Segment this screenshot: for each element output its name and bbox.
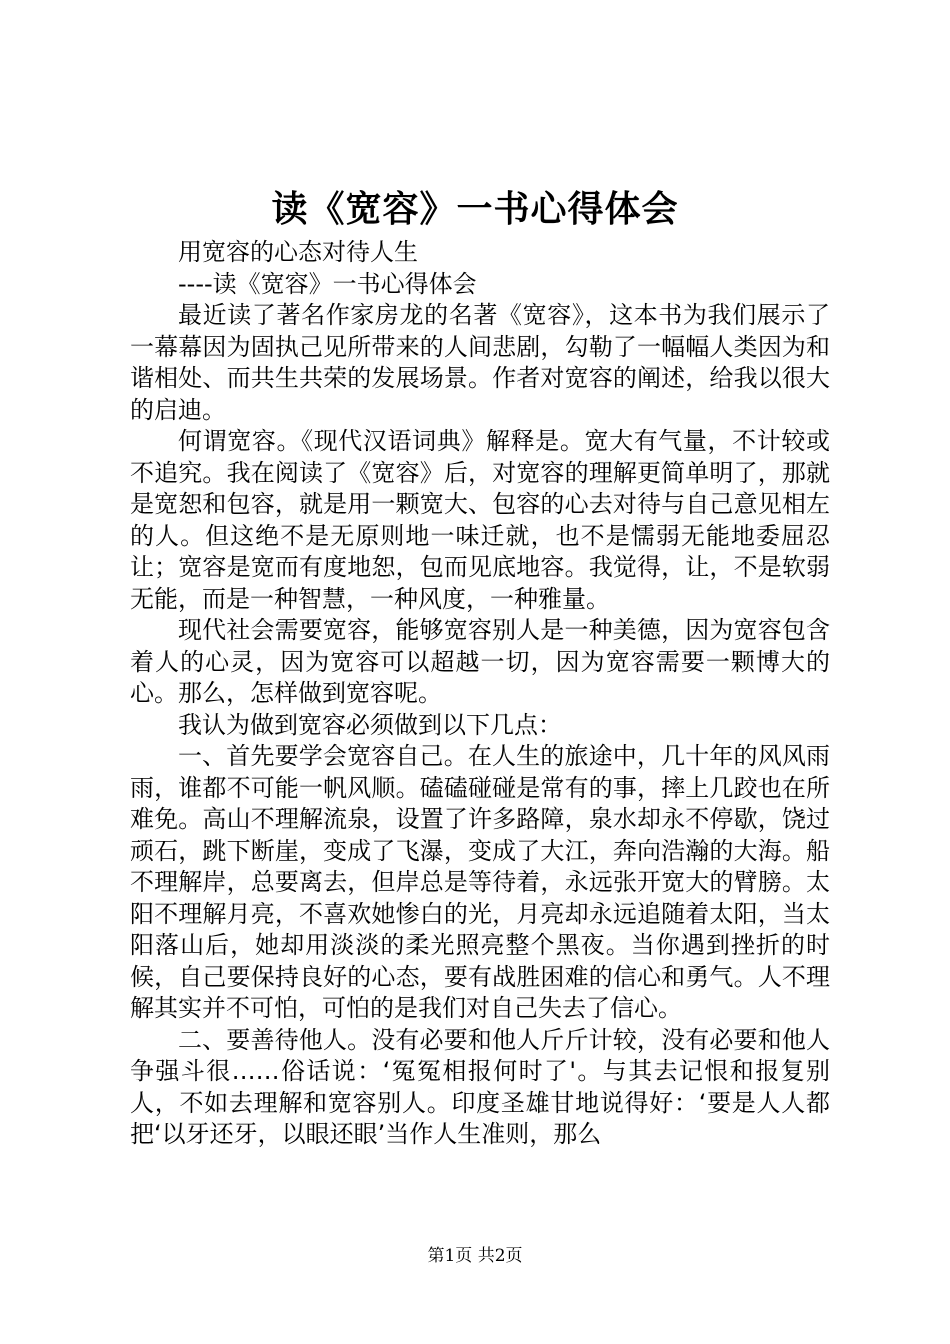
paragraph-subtitle-line: ----读《宽容》一书心得体会 — [178, 269, 477, 298]
paragraph-subtitle: 用宽容的心态对待人生 — [178, 238, 418, 266]
paragraph: 一、首先要学会宽容自己。在人生的旅途中，几十年的风风雨雨，谁都不可能一帆风顺。磕磕碰碰是常有的事，摔上几跤也在所难免。高山不理解流泉，设置了许多路障，泉水却永不停歇，饶过顽石，跳下断崖，变成了飞瀑，变成了大江，奔向浩瀚的大海。船不理解岸，总要离去，但岸总是等待着，永远张开宽大的臂膀。太阳不理解月亮，不喜欢她惨白的光，月亮却永远追随着太阳，当太阳落山后，她却用淡淡的柔光照亮整个黑夜。当你遇到挫折的时候，自己要保持良好的心态，要有战胜困难的信心和勇气。人不理解其实并不可怕，可怕的是我们对自己失去了信心。 — [130, 742, 830, 1022]
paragraph: 现代社会需要宽容，能够宽容别人是一种美德，因为宽容包含着人的心灵，因为宽容可以超越一切，因为宽容需要一颗博大的心。那么，怎样做到宽容呢。 — [130, 616, 830, 707]
document-body — [130, 237, 830, 1151]
page-number-footer: 第1页 共2页 — [427, 1246, 523, 1266]
paragraph: 二、要善待他人。没有必要和他人斤斤计较，没有必要和他人争强斗很……俗话说：‘冤冤相报何时了'。与其去记恨和报复别人，不如去理解和宽容别人。印度圣雄甘地说得好：‘要是人人都把‘以牙还牙，以眼还眼’当作人生准则，那么 — [130, 1025, 830, 1148]
paragraph: 最近读了著名作家房龙的名著《宽容》，这本书为我们展示了一幕幕因为固执己见所带来的人间悲剧，勾勒了一幅幅人类因为和谐相处、而共生共荣的发展场景。作者对宽容的阐述，给我以很大的启迪。 — [130, 301, 830, 424]
paragraph: 何谓宽容。《现代汉语词典》解释是。宽大有气量，不计较或不追究。我在阅读了《宽容》后，对宽容的理解更简单明了，那就是宽恕和包容，就是用一颗宽大、包容的心去对待与自己意见相左的人。但这绝不是无原则地一味迁就，也不是懦弱无能地委屈忍让；宽容是宽而有度地恕，包而见底地容。我觉得，让，不是软弱无能，而是一种智慧，一种风度，一种雅量。 — [130, 427, 830, 613]
paragraph: 我认为做到宽容必须做到以下几点： — [178, 710, 562, 739]
page-title: 读《宽容》一书心得体会 — [271, 188, 679, 230]
